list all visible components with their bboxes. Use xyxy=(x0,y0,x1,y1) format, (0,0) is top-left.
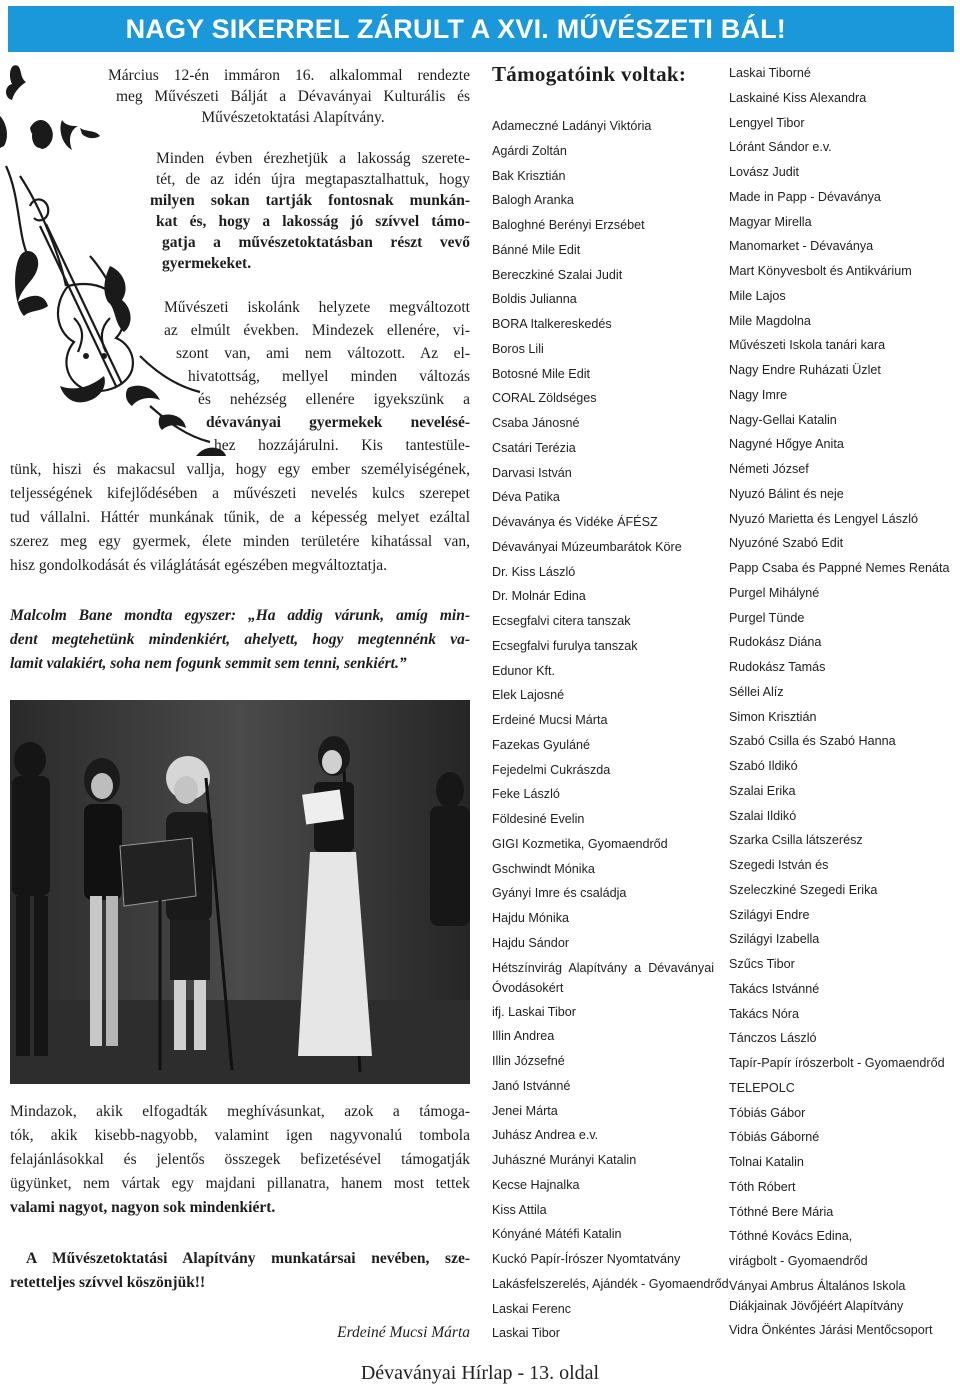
sponsor-list-column-2 xyxy=(729,61,955,1343)
sponsor-item: Kuckó Papír-Írószer Nyomtatvány xyxy=(492,1252,681,1266)
intro-line: Március 12-én immáron 16. alkalommal rendezte xyxy=(108,67,470,84)
sponsor-item: Vidra Önkéntes Járási Mentőcsoport xyxy=(729,1322,933,1337)
sponsor-item: Tolnai Katalin xyxy=(729,1155,804,1169)
sponsor-item: CORAL Zöldséges xyxy=(492,391,597,406)
sponsors-title: Támogatóink voltak: xyxy=(492,62,687,86)
sponsor-item: Tóth Róbert xyxy=(729,1179,796,1194)
thanks-line: felajánlásokkal és jelentős összegek befizetésével támogatják xyxy=(10,1151,470,1168)
sponsor-item: Takács Istvánné xyxy=(729,981,820,996)
sponsor-item: Hajdu Mónika xyxy=(492,911,570,925)
sponsor-item: Szilágyi Endre xyxy=(729,907,810,922)
sponsor-item: Nyuzó Marietta és Lengyel László xyxy=(729,511,919,526)
paragraph-line: az elmúlt években. Mindezek ellenére, vi- xyxy=(164,322,470,339)
sponsor-item: Laskainé Kiss Alexandra xyxy=(729,90,867,105)
sponsor-item: Művészeti Iskola tanári kara xyxy=(729,338,886,353)
sponsor-item: Szeleczkiné Szegedi Erika xyxy=(729,882,878,897)
paragraph-line: gatja a művészetoktatásban részt vevő xyxy=(162,234,470,251)
sponsor-item: Bak Krisztián xyxy=(492,168,566,183)
sponsor-item: Simon Krisztián xyxy=(729,709,817,724)
quote-line: lamit valakiért, soha nem fogunk semmit sem tenni, senkiért.” xyxy=(10,655,407,672)
sponsor-item: Dévaványa és Vidéke ÁFÉSZ xyxy=(492,515,658,529)
sponsor-item: Adameczné Ladányi Viktória xyxy=(492,119,652,133)
paragraph-line: szerez meg egy gyermek, élete minden területére kihatással van, xyxy=(10,533,470,550)
sponsor-item: Darvasi István xyxy=(492,465,572,480)
sponsor-item: Kónyáné Mátéfi Katalin xyxy=(492,1227,622,1242)
sponsor-item: Feke László xyxy=(492,787,560,802)
quote-line: Malcolm Bane mondta egyszer: „Ha addig várunk, amíg min- xyxy=(10,607,470,624)
sponsor-item: Szarka Csilla látszerész xyxy=(729,833,863,848)
sponsor-item: Csatári Terézia xyxy=(492,440,576,455)
paragraph-line: teljességének kifejlődésében a művészeti nevelés kulcs szerepet xyxy=(10,485,470,502)
closing-line: A Művészetoktatási Alapítvány munkatársai nevében, sze- xyxy=(26,1250,470,1267)
sponsor-item: Agárdi Zoltán xyxy=(492,143,567,158)
closing-line: retetteljes szívvel köszönjük!! xyxy=(10,1274,206,1291)
sponsor-item: Tánczos László xyxy=(729,1031,817,1046)
sponsor-item: Kiss Attila xyxy=(492,1202,547,1217)
sponsor-item: Elek Lajosné xyxy=(492,688,565,703)
sponsor-item: Ecsegfalvi furulya tanszak xyxy=(492,638,638,653)
paragraph-line: gyermekeket. xyxy=(162,255,252,272)
sponsor-item: Bánné Mile Edit xyxy=(492,242,581,257)
sponsor-item: Szalai Ildikó xyxy=(729,808,797,823)
sponsor-item: Nagy Imre xyxy=(729,387,788,402)
sponsor-item: Purgel Tünde xyxy=(729,610,805,625)
sponsor-item: Nyuzóné Szabó Edit xyxy=(729,536,844,551)
sponsor-item: Bereczkiné Szalai Judit xyxy=(492,267,623,282)
sponsor-item: Edunor Kft. xyxy=(492,663,556,678)
sponsor-item xyxy=(729,1274,955,1318)
sponsor-item: Mart Könyvesbolt és Antikvárium xyxy=(729,264,912,278)
sponsor-item: Manomarket - Dévaványa xyxy=(729,239,874,254)
paragraph-line: szont van, ami nem változott. Az el- xyxy=(176,345,470,362)
paragraph-line: Minden évben érezhetjük a lakosság szerete- xyxy=(156,150,470,167)
paragraph-line: hivatottság, mellyel minden változás xyxy=(188,368,470,385)
sponsor-item: Nagy Endre Ruházati Üzlet xyxy=(729,363,881,377)
sponsor-item: Juhászné Murányi Katalin xyxy=(492,1153,637,1167)
sponsor-item: Németi József xyxy=(729,462,809,476)
thanks-line: tók, akik kisebb-nagyobb, valamint igen nagyvonalú tombola xyxy=(10,1127,470,1144)
paragraph-line: hez hozzájárulni. Kis tantestüle- xyxy=(214,437,470,454)
paragraph-line: dévaványai gyermekek nevelésé- xyxy=(206,414,470,431)
sponsor-item: Mile Magdolna xyxy=(729,313,811,328)
sponsor-item: Boldis Julianna xyxy=(492,292,577,307)
sponsor-item: Tóthné Bere Mária xyxy=(729,1204,834,1219)
sponsor-item: Dévaványai Múzeumbarátok Köre xyxy=(492,539,682,554)
sponsor-item: Tapír-Papír írószerbolt - Gyomaendrőd xyxy=(729,1056,945,1070)
intro-line: meg Művészeti Bálját a Dévaványai Kulturális és xyxy=(116,88,470,105)
paragraph-line: tét, de az idén újra megtapasztalhattuk, hogy xyxy=(156,171,470,188)
sponsor-item: Botosné Mile Edit xyxy=(492,366,591,381)
sponsor-item: Déva Patika xyxy=(492,490,560,505)
sponsor-item: Magyar Mirella xyxy=(729,214,812,229)
sponsor-item: Dr. Kiss László xyxy=(492,564,576,579)
sponsor-item: Illin Józsefné xyxy=(492,1054,565,1068)
sponsor-item: Laskai Ferenc xyxy=(492,1301,572,1316)
sponsor-item: TELEPOLC xyxy=(729,1080,795,1095)
sponsor-item-line: Hétszínvirág Alapítvány a Dévaványai xyxy=(492,960,714,975)
sponsor-item: Laskai Tibor xyxy=(492,1326,560,1341)
article-headline-banner: NAGY SIKERREL ZÁRULT A XVI. MŰVÉSZETI BÁL! xyxy=(8,6,954,52)
sponsor-item: Lengyel Tibor xyxy=(729,115,805,130)
sponsor-item: Lóránt Sándor e.v. xyxy=(729,140,832,155)
sponsor-item: Gschwindt Mónika xyxy=(492,861,595,876)
sponsor-item xyxy=(492,956,714,1000)
sponsor-item: Janó Istvánné xyxy=(492,1078,571,1093)
sponsor-item: virágbolt - Gyomaendrőd xyxy=(729,1254,868,1268)
sponsor-item: Nyuzó Bálint és neje xyxy=(729,486,844,501)
sponsor-item: Takács Nóra xyxy=(729,1006,799,1021)
thanks-line: valami nagyot, nagyon sok mindenkiért. xyxy=(10,1199,276,1216)
sponsor-item: Dr. Molnár Edina xyxy=(492,589,586,604)
quote-line: dent megtehetünk mindenkiért, ahelyett, hogy megtennénk va- xyxy=(10,631,470,648)
sponsor-item: Juhász Andrea e.v. xyxy=(492,1128,599,1143)
paragraph-line: és nehézség ellenére igyekszünk a xyxy=(198,391,470,408)
sponsor-item: Nagy-Gellai Katalin xyxy=(729,412,837,427)
paragraph-line: kat és, hogy a lakosság jó szívvel támo- xyxy=(156,213,470,230)
sponsor-list-column-1 xyxy=(492,114,729,1346)
sponsor-item: Földesiné Evelin xyxy=(492,812,585,826)
sponsor-item: Szabó Ildikó xyxy=(729,759,798,773)
thanks-line: Mindazok, akik elfogadták meghívásunkat, azok a támoga- xyxy=(10,1103,470,1120)
sponsor-item: Made in Papp - Dévaványa xyxy=(729,189,881,204)
sponsor-item: Szabó Csilla és Szabó Hanna xyxy=(729,734,896,749)
author-signature: Erdeiné Mucsi Márta xyxy=(337,1324,470,1341)
thanks-line: ügyünket, nem vártak egy majdani pillanatra, hanem most tettek xyxy=(10,1175,470,1192)
event-photo xyxy=(10,700,470,1084)
sponsor-item: Balogh Aranka xyxy=(492,193,574,208)
sponsor-item-line: Óvodásokért xyxy=(492,980,564,995)
paragraph-line: hisz gondolkodását és világlátását egészében megváltoztatja. xyxy=(10,557,388,574)
sponsor-item: Tóthné Kovács Edina, xyxy=(729,1229,853,1244)
sponsor-item: Erdeiné Mucsi Márta xyxy=(492,713,608,727)
sponsor-item-line: Ványai Ambrus Általános Iskola xyxy=(729,1278,906,1293)
sponsor-item: Gyányi Imre és családja xyxy=(492,886,627,901)
sponsor-item: Boros Lili xyxy=(492,341,544,356)
sponsor-item-line: Diákjainak Jövőjéért Alapítvány xyxy=(729,1298,904,1313)
sponsor-item: Kecse Hajnalka xyxy=(492,1177,580,1192)
sponsor-item: Papp Csaba és Pappné Nemes Renáta xyxy=(729,561,950,575)
sponsor-item: BORA Italkereskedés xyxy=(492,317,612,331)
sponsor-item: Laskai Tiborné xyxy=(729,66,811,80)
sponsor-item: Hajdu Sándor xyxy=(492,935,570,950)
sponsor-item: Rudokász Tamás xyxy=(729,660,826,674)
sponsor-item: Szalai Erika xyxy=(729,783,796,798)
sponsor-item: Tóbiás Gábor xyxy=(729,1105,806,1120)
sponsor-item: Jenei Márta xyxy=(492,1103,558,1118)
sponsor-item: Szilágyi Izabella xyxy=(729,932,820,947)
sponsor-item: Baloghné Berényi Erzsébet xyxy=(492,218,645,232)
paragraph-line: Művészeti iskolánk helyzete megváltozott xyxy=(164,299,470,316)
sponsor-item: ifj. Laskai Tibor xyxy=(492,1004,576,1019)
sponsor-item: Rudokász Diána xyxy=(729,635,822,650)
sponsor-item: Mile Lajos xyxy=(729,288,786,303)
sponsor-item: Ecsegfalvi citera tanszak xyxy=(492,614,631,628)
sponsor-item: Illin Andrea xyxy=(492,1029,555,1044)
sponsor-item: GIGI Kozmetika, Gyomaendrőd xyxy=(492,836,668,851)
sponsor-item: Fejedelmi Cukrászda xyxy=(492,762,611,777)
intro-line: Művészetoktatási Alapítvány. xyxy=(201,109,385,126)
paragraph-line: milyen sokan tartják fontosnak munkán- xyxy=(150,192,470,209)
sponsor-item: Nagyné Hőgye Anita xyxy=(729,437,844,452)
paragraph-line: tud vállalni. Háttér munkának tűnik, de a képesség melyet ezáltal xyxy=(10,509,470,526)
sponsor-item: Séllei Alíz xyxy=(729,684,784,699)
sponsor-item: Lakásfelszerelés, Ajándék - Gyomaendrőd xyxy=(492,1276,729,1291)
sponsor-item: Szűcs Tibor xyxy=(729,957,795,971)
sponsor-item: Lovász Judit xyxy=(729,165,800,179)
paragraph-line: tünk, hiszi és makacsul vallja, hogy egy ember személyiségének, xyxy=(10,461,470,478)
sponsor-item: Tóbiás Gáborné xyxy=(729,1130,820,1145)
page-footer: Dévaványai Hírlap - 13. oldal xyxy=(360,1362,600,1384)
sponsor-item: Szegedi István és xyxy=(729,858,829,872)
sponsor-item: Csaba Jánosné xyxy=(492,416,580,430)
sponsor-item: Fazekas Gyuláné xyxy=(492,737,591,752)
sponsor-item: Purgel Mihályné xyxy=(729,585,820,600)
